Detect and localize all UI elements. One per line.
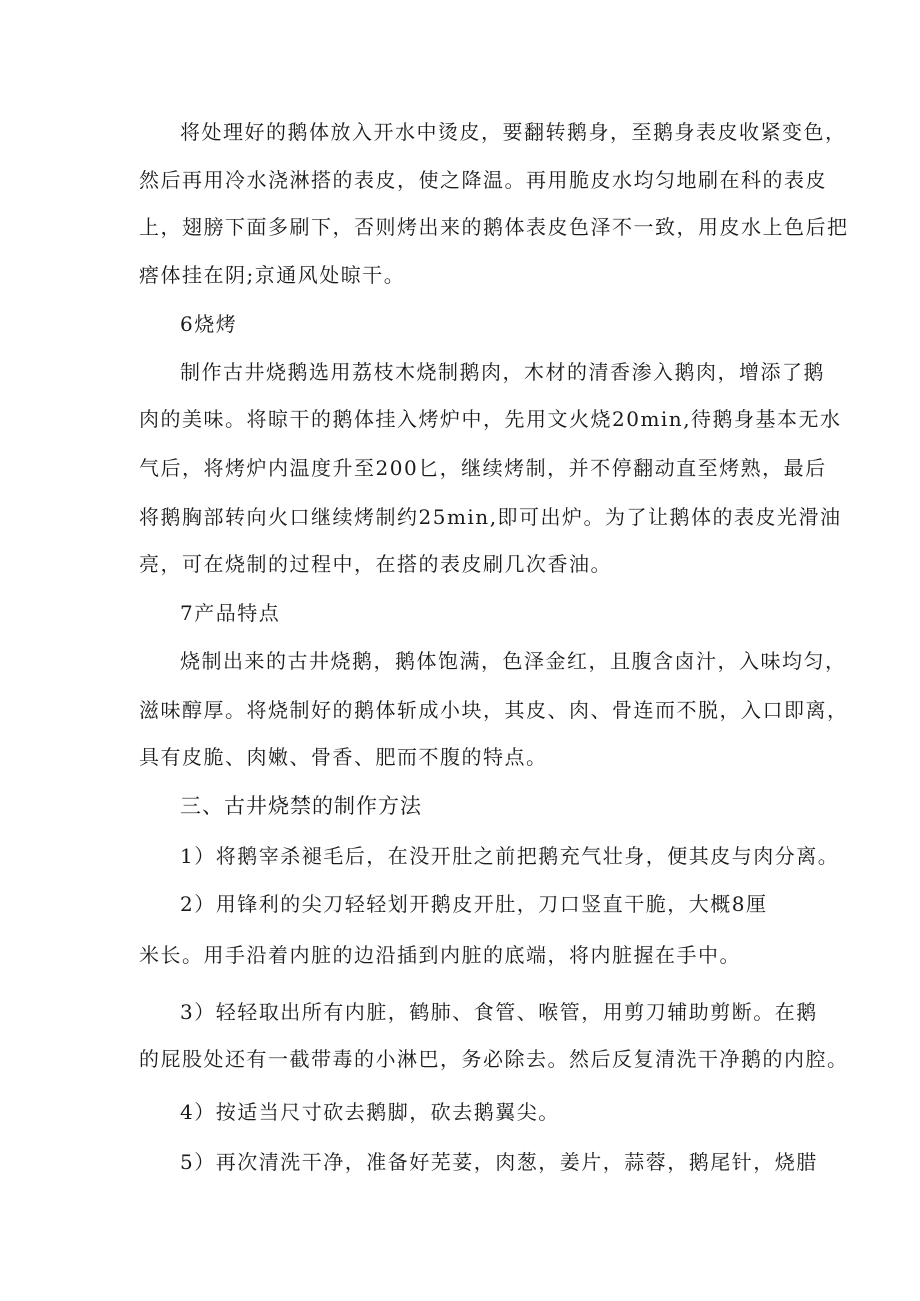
- heading-features: 7产品特点: [180, 601, 281, 625]
- para-scald-line-3: 上，翅膀下面多刷下，否则烤出来的鹅体表皮色泽不一致，用皮水上色后把: [139, 215, 849, 239]
- step-5: 5）再次清洗干净，准备好芜荽，肉葱，姜片，蒜蓉，鹅尾针，烧腊: [180, 1150, 818, 1174]
- para-features-line-2: 滋味醇厚。将烧制好的鹅体斩成小块，其皮、肉、骨连而不脱，入口即离，: [139, 698, 849, 722]
- heading-roast: 6烧烤: [180, 312, 238, 336]
- para-features-line-1: 烧制出来的古井烧鹅，鹅体饱满，色泽金红，且腹含卤汁，入味均匀，: [180, 649, 847, 673]
- para-roast-line-1: 制作古井烧鹅选用荔枝木烧制鹅肉，木材的清香渗入鹅肉，增添了鹅: [180, 360, 825, 384]
- step-1: 1）将鹅宰杀褪毛后，在没开肚之前把鹅充气壮身，便其皮与肉分离。: [180, 844, 840, 868]
- step-4: 4）按适当尺寸砍去鹅脚，砍去鹅翼尖。: [180, 1100, 560, 1124]
- para-scald-line-2: 然后再用冷水浇淋搭的表皮，使之降温。再用脆皮水均匀地刷在科的表皮: [139, 168, 827, 192]
- step-2-line-1: 2）用锋利的尖刀轻轻划开鹅皮开肚，刀口竖直干脆，大概8厘: [180, 892, 768, 916]
- para-roast-line-3: 气后，将烤炉内温度升至200匕，继续烤制，并不停翻动直至烤熟，最后: [139, 456, 827, 480]
- step-2-line-2: 米长。用手沿着内脏的边沿插到内脏的底端，将内脏握在手中。: [139, 943, 741, 967]
- para-roast-line-4: 将鹅胸部转向火口继续烤制约25min,即可出炉。为了让鹅体的表皮光滑油: [139, 505, 842, 529]
- para-roast-line-5: 亮，可在烧制的过程中，在搭的表皮刷几次香油。: [139, 552, 612, 576]
- para-features-line-3: 具有皮脆、肉嫩、骨香、肥而不腹的特点。: [139, 745, 548, 769]
- para-scald-line-4: 瘩体挂在阴;京通风处晾干。: [139, 263, 406, 287]
- step-3-line-1: 3）轻轻取出所有内脏，鹤肺、食管、喉管，用剪刀辅助剪断。在鹅: [180, 1000, 818, 1024]
- para-roast-line-2: 肉的美味。将晾干的鹅体挂入烤炉中，先用文火烧20min,待鹅身基本无水: [139, 407, 842, 431]
- para-scald-line-1: 将处理好的鹅体放入开水中烫皮，要翻转鹅身，至鹅身表皮收紧变色，: [180, 120, 847, 144]
- heading-method: 三、古井烧禁的制作方法: [180, 794, 422, 818]
- step-3-line-2: 的屁股处还有一截带毒的小淋巴，务必除去。然后反复清洗干净鹅的内腔。: [139, 1047, 849, 1071]
